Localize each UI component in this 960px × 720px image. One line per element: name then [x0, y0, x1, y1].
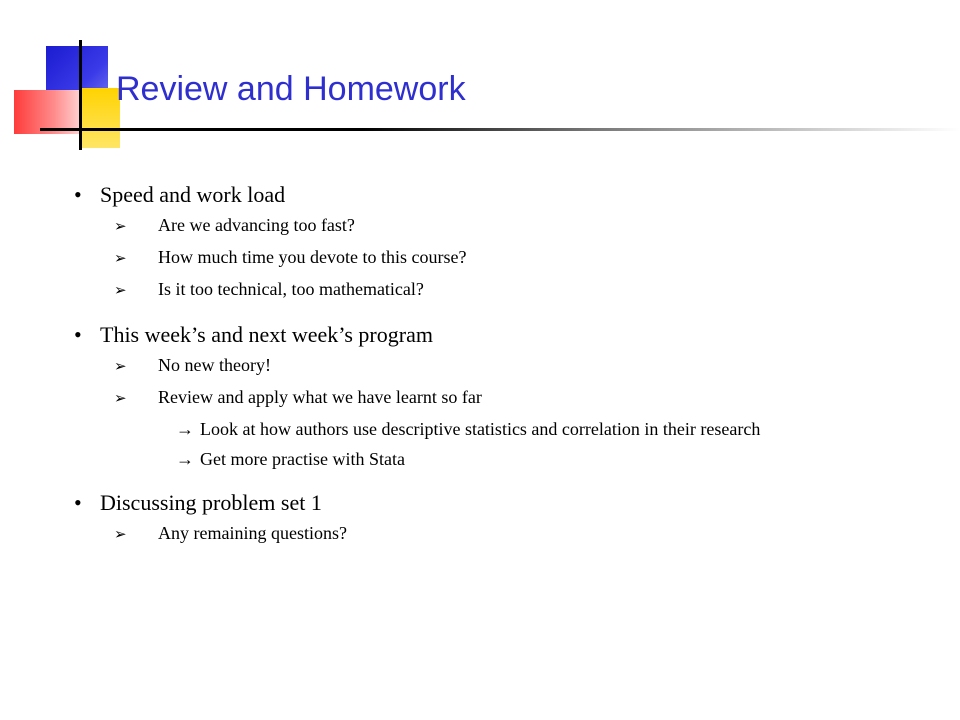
- decor-yellow-square: [80, 88, 120, 148]
- sub-bullet-item: [74, 242, 934, 274]
- slide-title: Review and Homework: [116, 70, 466, 108]
- arrowhead-icon: ➢: [114, 251, 127, 267]
- arrow-item-text: Look at how authors use descriptive statistics and correlation in their research: [200, 419, 761, 439]
- sub-bullet-text: How much time you devote to this course?: [158, 247, 467, 267]
- arrow-item-text: Get more practise with Stata: [200, 449, 405, 469]
- sub-bullet-text: Any remaining questions?: [158, 523, 347, 543]
- sub-bullet-item: [74, 382, 934, 414]
- arrowhead-icon: ➢: [114, 359, 127, 375]
- arrow-icon: →: [176, 449, 194, 469]
- sub-bullet-text: No new theory!: [158, 355, 271, 375]
- bullet-item: [74, 320, 934, 350]
- bullet-icon: •: [74, 182, 82, 207]
- title-underline: [40, 128, 960, 131]
- sub-bullet-text: Is it too technical, too mathematical?: [158, 279, 424, 299]
- slide-body: [74, 180, 934, 564]
- section-heading: Discussing problem set 1: [100, 490, 322, 515]
- sub-bullet-text: Review and apply what we have learnt so far: [158, 387, 482, 407]
- section-problem-set: [74, 488, 934, 550]
- sub-bullet-item: [74, 350, 934, 382]
- bullet-item: [74, 180, 934, 210]
- sub-bullet-text: Are we advancing too fast?: [158, 215, 355, 235]
- bullet-icon: •: [74, 322, 82, 347]
- arrow-item: [74, 444, 934, 474]
- decor-vertical-line: [79, 40, 82, 150]
- section-speed: [74, 180, 934, 306]
- arrowhead-icon: ➢: [114, 219, 127, 235]
- section-heading: This week’s and next week’s program: [100, 322, 433, 347]
- arrowhead-icon: ➢: [114, 283, 127, 299]
- sub-bullet-item: [74, 518, 934, 550]
- arrowhead-icon: ➢: [114, 527, 127, 543]
- bullet-icon: •: [74, 490, 82, 515]
- sub-bullet-item: [74, 274, 934, 306]
- section-heading: Speed and work load: [100, 182, 286, 207]
- bullet-item: [74, 488, 934, 518]
- sub-bullet-item: [74, 210, 934, 242]
- arrowhead-icon: ➢: [114, 391, 127, 407]
- arrow-icon: →: [176, 419, 194, 439]
- section-program: [74, 320, 934, 474]
- arrow-item: [74, 414, 934, 444]
